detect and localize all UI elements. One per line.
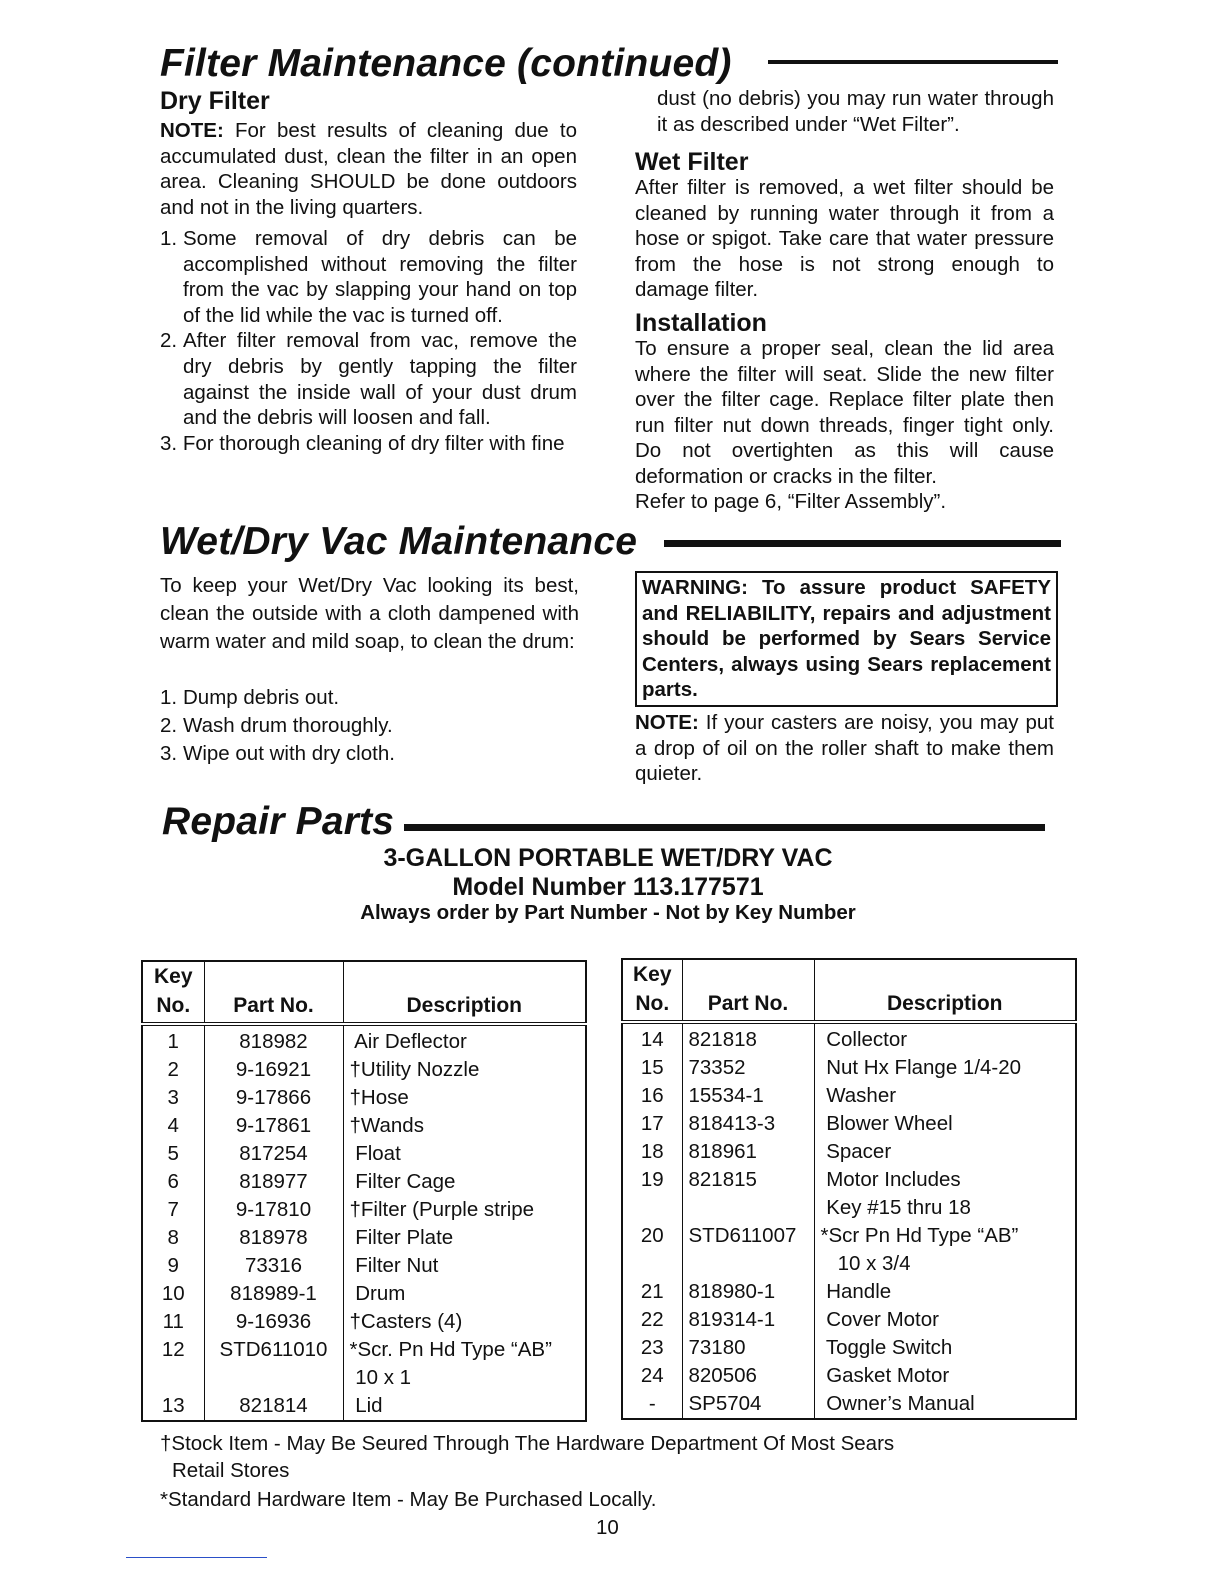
table-row <box>142 1336 586 1364</box>
key-cell: 6 <box>167 1170 179 1193</box>
key-cell: 18 <box>640 1140 664 1163</box>
footnote-stock-item-cont: Retail Stores <box>172 1459 290 1482</box>
description-cell: *Scr. Pn Hd Type “AB” <box>343 1336 586 1364</box>
header-key: Key No. <box>142 961 204 1024</box>
part-number-cell: 818978 <box>204 1224 343 1252</box>
part-number-cell: 818961 <box>682 1138 814 1166</box>
product-name: 3-GALLON PORTABLE WET/DRY VAC <box>383 844 833 872</box>
header-part-no: Part No. <box>682 959 814 1022</box>
part-number-cell: 821815 <box>682 1166 814 1194</box>
header-description: Description <box>814 959 1076 1022</box>
part-number-cell: 9-17861 <box>204 1112 343 1140</box>
key-cell: 11 <box>162 1310 184 1333</box>
description-cell: Washer <box>814 1082 1076 1110</box>
table-row <box>142 1140 586 1168</box>
warning-box: WARNING: To assure product SAFETY and RELIABILITY, repairs and adjustment should be performed by Sears Service Centers, always using Sears replacement parts. <box>635 571 1058 707</box>
part-number-cell: 9-17810 <box>204 1196 343 1224</box>
description-cell: Spacer <box>814 1138 1076 1166</box>
part-number-cell <box>682 1250 814 1278</box>
part-number-cell: 818980-1 <box>682 1278 814 1306</box>
key-cell: 5 <box>167 1142 179 1165</box>
dry-filter-steps <box>160 226 577 456</box>
decorative-line <box>126 1557 267 1558</box>
description-cell: †Filter (Purple stripe <box>343 1196 586 1224</box>
key-cell: 14 <box>640 1028 664 1051</box>
parts-table-right <box>621 958 1077 1420</box>
key-cell: 7 <box>167 1198 179 1221</box>
table-row <box>622 1054 1076 1082</box>
table-row <box>622 1138 1076 1166</box>
key-cell: 22 <box>640 1308 664 1331</box>
part-number-cell <box>204 1364 343 1392</box>
table-row <box>622 1306 1076 1334</box>
key-cell: 13 <box>161 1394 185 1417</box>
list-item: 2. Wash drum thoroughly. <box>160 714 393 737</box>
table-row <box>622 1362 1076 1390</box>
part-number-cell: 9-16921 <box>204 1056 343 1084</box>
description-cell: Filter Cage <box>343 1168 586 1196</box>
part-number-cell: 818413-3 <box>682 1110 814 1138</box>
section-title-filter-maintenance: Filter Maintenance (continued) <box>160 42 732 85</box>
list-item: 1. Some removal of dry debris can be accomplished without removing the filter from the vac by slapping your hand on top of the lid while the vac is turned off. <box>160 227 577 327</box>
part-number-cell: 73352 <box>682 1054 814 1082</box>
table-row <box>142 1056 586 1084</box>
description-cell: Float <box>343 1140 586 1168</box>
footnote-stock-item: †Stock Item - May Be Seured Through The Hardware Department Of Most Sears <box>160 1432 895 1455</box>
vac-maintenance-intro: To keep your Wet/Dry Vac looking its best, clean the outside with a cloth dampened with warm water and mild soap, to clean the drum: <box>160 574 579 653</box>
header-part-no: Part No. <box>204 961 343 1024</box>
description-cell: Owner’s Manual <box>814 1390 1076 1419</box>
section-title-repair-parts: Repair Parts <box>162 800 395 843</box>
parts-table-left <box>141 960 587 1422</box>
note-label: NOTE: <box>160 119 224 142</box>
description-cell: †Utility Nozzle <box>343 1056 586 1084</box>
list-item: 2. After filter removal from vac, remove the dry debris by gently tapping the filter against the inside wall of your dust drum and the debris will loosen and fall. <box>160 329 577 430</box>
table-row <box>622 1334 1076 1362</box>
description-cell: Handle <box>814 1278 1076 1306</box>
description-cell: Filter Plate <box>343 1224 586 1252</box>
table-row <box>142 1308 586 1336</box>
part-number-cell: SP5704 <box>682 1390 814 1419</box>
table-row <box>142 1168 586 1196</box>
caster-note <box>635 710 1054 787</box>
part-number-cell: 818977 <box>204 1168 343 1196</box>
description-cell: 10 x 1 <box>343 1364 586 1392</box>
installation-refer: Refer to page 6, “Filter Assembly”. <box>635 490 947 513</box>
part-number-cell <box>682 1194 814 1222</box>
installation-text: To ensure a proper seal, clean the lid area where the filter will seat. Slide the new filter over the filter cage. Replace filter plate then run filter nut down threads, finger tight only. Do not overtighten as this will cause deformation or cracks in the filter. <box>635 337 1054 488</box>
description-cell: Gasket Motor <box>814 1362 1076 1390</box>
table-row <box>142 1196 586 1224</box>
list-item: 1. Dump debris out. <box>160 686 340 709</box>
description-cell: Nut Hx Flange 1/4-20 <box>814 1054 1076 1082</box>
key-cell: 21 <box>640 1280 664 1303</box>
description-cell: Drum <box>343 1280 586 1308</box>
part-number-cell: 821818 <box>682 1022 814 1054</box>
vac-maintenance-steps <box>160 684 579 768</box>
table-row <box>142 1112 586 1140</box>
order-note: Always order by Part Number - Not by Key Number <box>360 901 856 924</box>
page-number: 10 <box>596 1516 619 1539</box>
part-number-cell: 73180 <box>682 1334 814 1362</box>
description-cell: Lid <box>343 1392 586 1421</box>
table-row <box>142 1024 586 1056</box>
title-rule <box>768 60 1058 64</box>
installation-heading: Installation <box>635 309 767 337</box>
header-key: Key No. <box>622 959 682 1022</box>
description-cell: *Scr Pn Hd Type “AB” <box>814 1222 1076 1250</box>
model-number: Model Number 113.177571 <box>452 873 764 901</box>
key-cell: 8 <box>167 1226 179 1249</box>
part-number-cell: 818982 <box>204 1024 343 1056</box>
description-cell: Motor Includes <box>814 1166 1076 1194</box>
key-cell: 20 <box>640 1224 664 1247</box>
note-text: For best results of cleaning due to accumulated dust, clean the filter in an open area. Cleaning SHOULD be done outdoors and not in the living quarters. <box>160 119 577 219</box>
table-row <box>622 1194 1076 1222</box>
part-number-cell: STD611007 <box>682 1222 814 1250</box>
title-rule <box>664 540 1061 547</box>
table-row <box>622 1022 1076 1054</box>
table-row <box>622 1166 1076 1194</box>
table-row <box>142 1280 586 1308</box>
title-rule <box>404 824 1045 831</box>
description-cell: 10 x 3/4 <box>814 1250 1076 1278</box>
wet-filter-text: After filter is removed, a wet filter should be cleaned by running water through it from a hose or spigot. Take care that water pressure from the hose is not strong enough to damage filter. <box>635 176 1054 302</box>
key-cell <box>622 1250 682 1278</box>
key-cell: 15 <box>640 1056 664 1079</box>
part-number-cell: 9-16936 <box>204 1308 343 1336</box>
dry-filter-continuation: dust (no debris) you may run water through it as described under “Wet Filter”. <box>657 87 1054 136</box>
key-cell: - <box>648 1392 656 1415</box>
key-cell: 1 <box>167 1030 179 1053</box>
dry-filter-note <box>160 118 577 220</box>
description-cell: Filter Nut <box>343 1252 586 1280</box>
table-row <box>622 1390 1076 1419</box>
key-cell: 9 <box>167 1254 179 1277</box>
key-cell: 16 <box>640 1084 664 1107</box>
key-cell <box>622 1194 682 1222</box>
section-title-vac-maintenance: Wet/Dry Vac Maintenance <box>160 520 638 563</box>
key-cell: 17 <box>640 1112 664 1135</box>
table-row <box>622 1110 1076 1138</box>
description-cell: Cover Motor <box>814 1306 1076 1334</box>
part-number-cell: 73316 <box>204 1252 343 1280</box>
key-cell: 24 <box>640 1364 664 1387</box>
header-description: Description <box>343 961 586 1024</box>
part-number-cell: STD611010 <box>204 1336 343 1364</box>
key-cell: 19 <box>640 1168 664 1191</box>
part-number-cell: 820506 <box>682 1362 814 1390</box>
table-row <box>142 1084 586 1112</box>
wet-filter-heading: Wet Filter <box>635 148 749 176</box>
list-item: 3. For thorough cleaning of dry filter with fine <box>160 431 565 455</box>
description-cell: Toggle Switch <box>814 1334 1076 1362</box>
description-cell: Air Deflector <box>343 1024 586 1056</box>
key-cell: 4 <box>167 1114 179 1137</box>
table-row <box>142 1252 586 1280</box>
table-row <box>142 1364 586 1392</box>
dry-filter-heading: Dry Filter <box>160 87 270 115</box>
part-number-cell: 819314-1 <box>682 1306 814 1334</box>
description-cell: Key #15 thru 18 <box>814 1194 1076 1222</box>
key-cell <box>142 1364 204 1392</box>
key-cell: 10 <box>161 1282 185 1305</box>
table-row <box>622 1082 1076 1110</box>
table-row <box>622 1278 1076 1306</box>
description-cell: †Wands <box>343 1112 586 1140</box>
description-cell: †Casters (4) <box>343 1308 586 1336</box>
description-cell: Collector <box>814 1022 1076 1054</box>
table-row <box>622 1222 1076 1250</box>
part-number-cell: 9-17866 <box>204 1084 343 1112</box>
table-row <box>142 1224 586 1252</box>
note-label: NOTE: <box>635 711 699 734</box>
key-cell: 2 <box>167 1058 179 1081</box>
key-cell: 23 <box>640 1336 664 1359</box>
part-number-cell: 15534-1 <box>682 1082 814 1110</box>
description-cell: †Hose <box>343 1084 586 1112</box>
key-cell: 12 <box>161 1338 185 1361</box>
part-number-cell: 818989-1 <box>204 1280 343 1308</box>
table-row <box>142 1392 586 1421</box>
part-number-cell: 821814 <box>204 1392 343 1421</box>
table-row <box>622 1250 1076 1278</box>
part-number-cell: 817254 <box>204 1140 343 1168</box>
footnote-standard-hardware: *Standard Hardware Item - May Be Purchased Locally. <box>160 1488 657 1511</box>
key-cell: 3 <box>167 1086 179 1109</box>
note-text: If your casters are noisy, you may put a drop of oil on the roller shaft to make them quieter. <box>635 711 1054 786</box>
list-item: 3. Wipe out with dry cloth. <box>160 742 395 765</box>
description-cell: Blower Wheel <box>814 1110 1076 1138</box>
